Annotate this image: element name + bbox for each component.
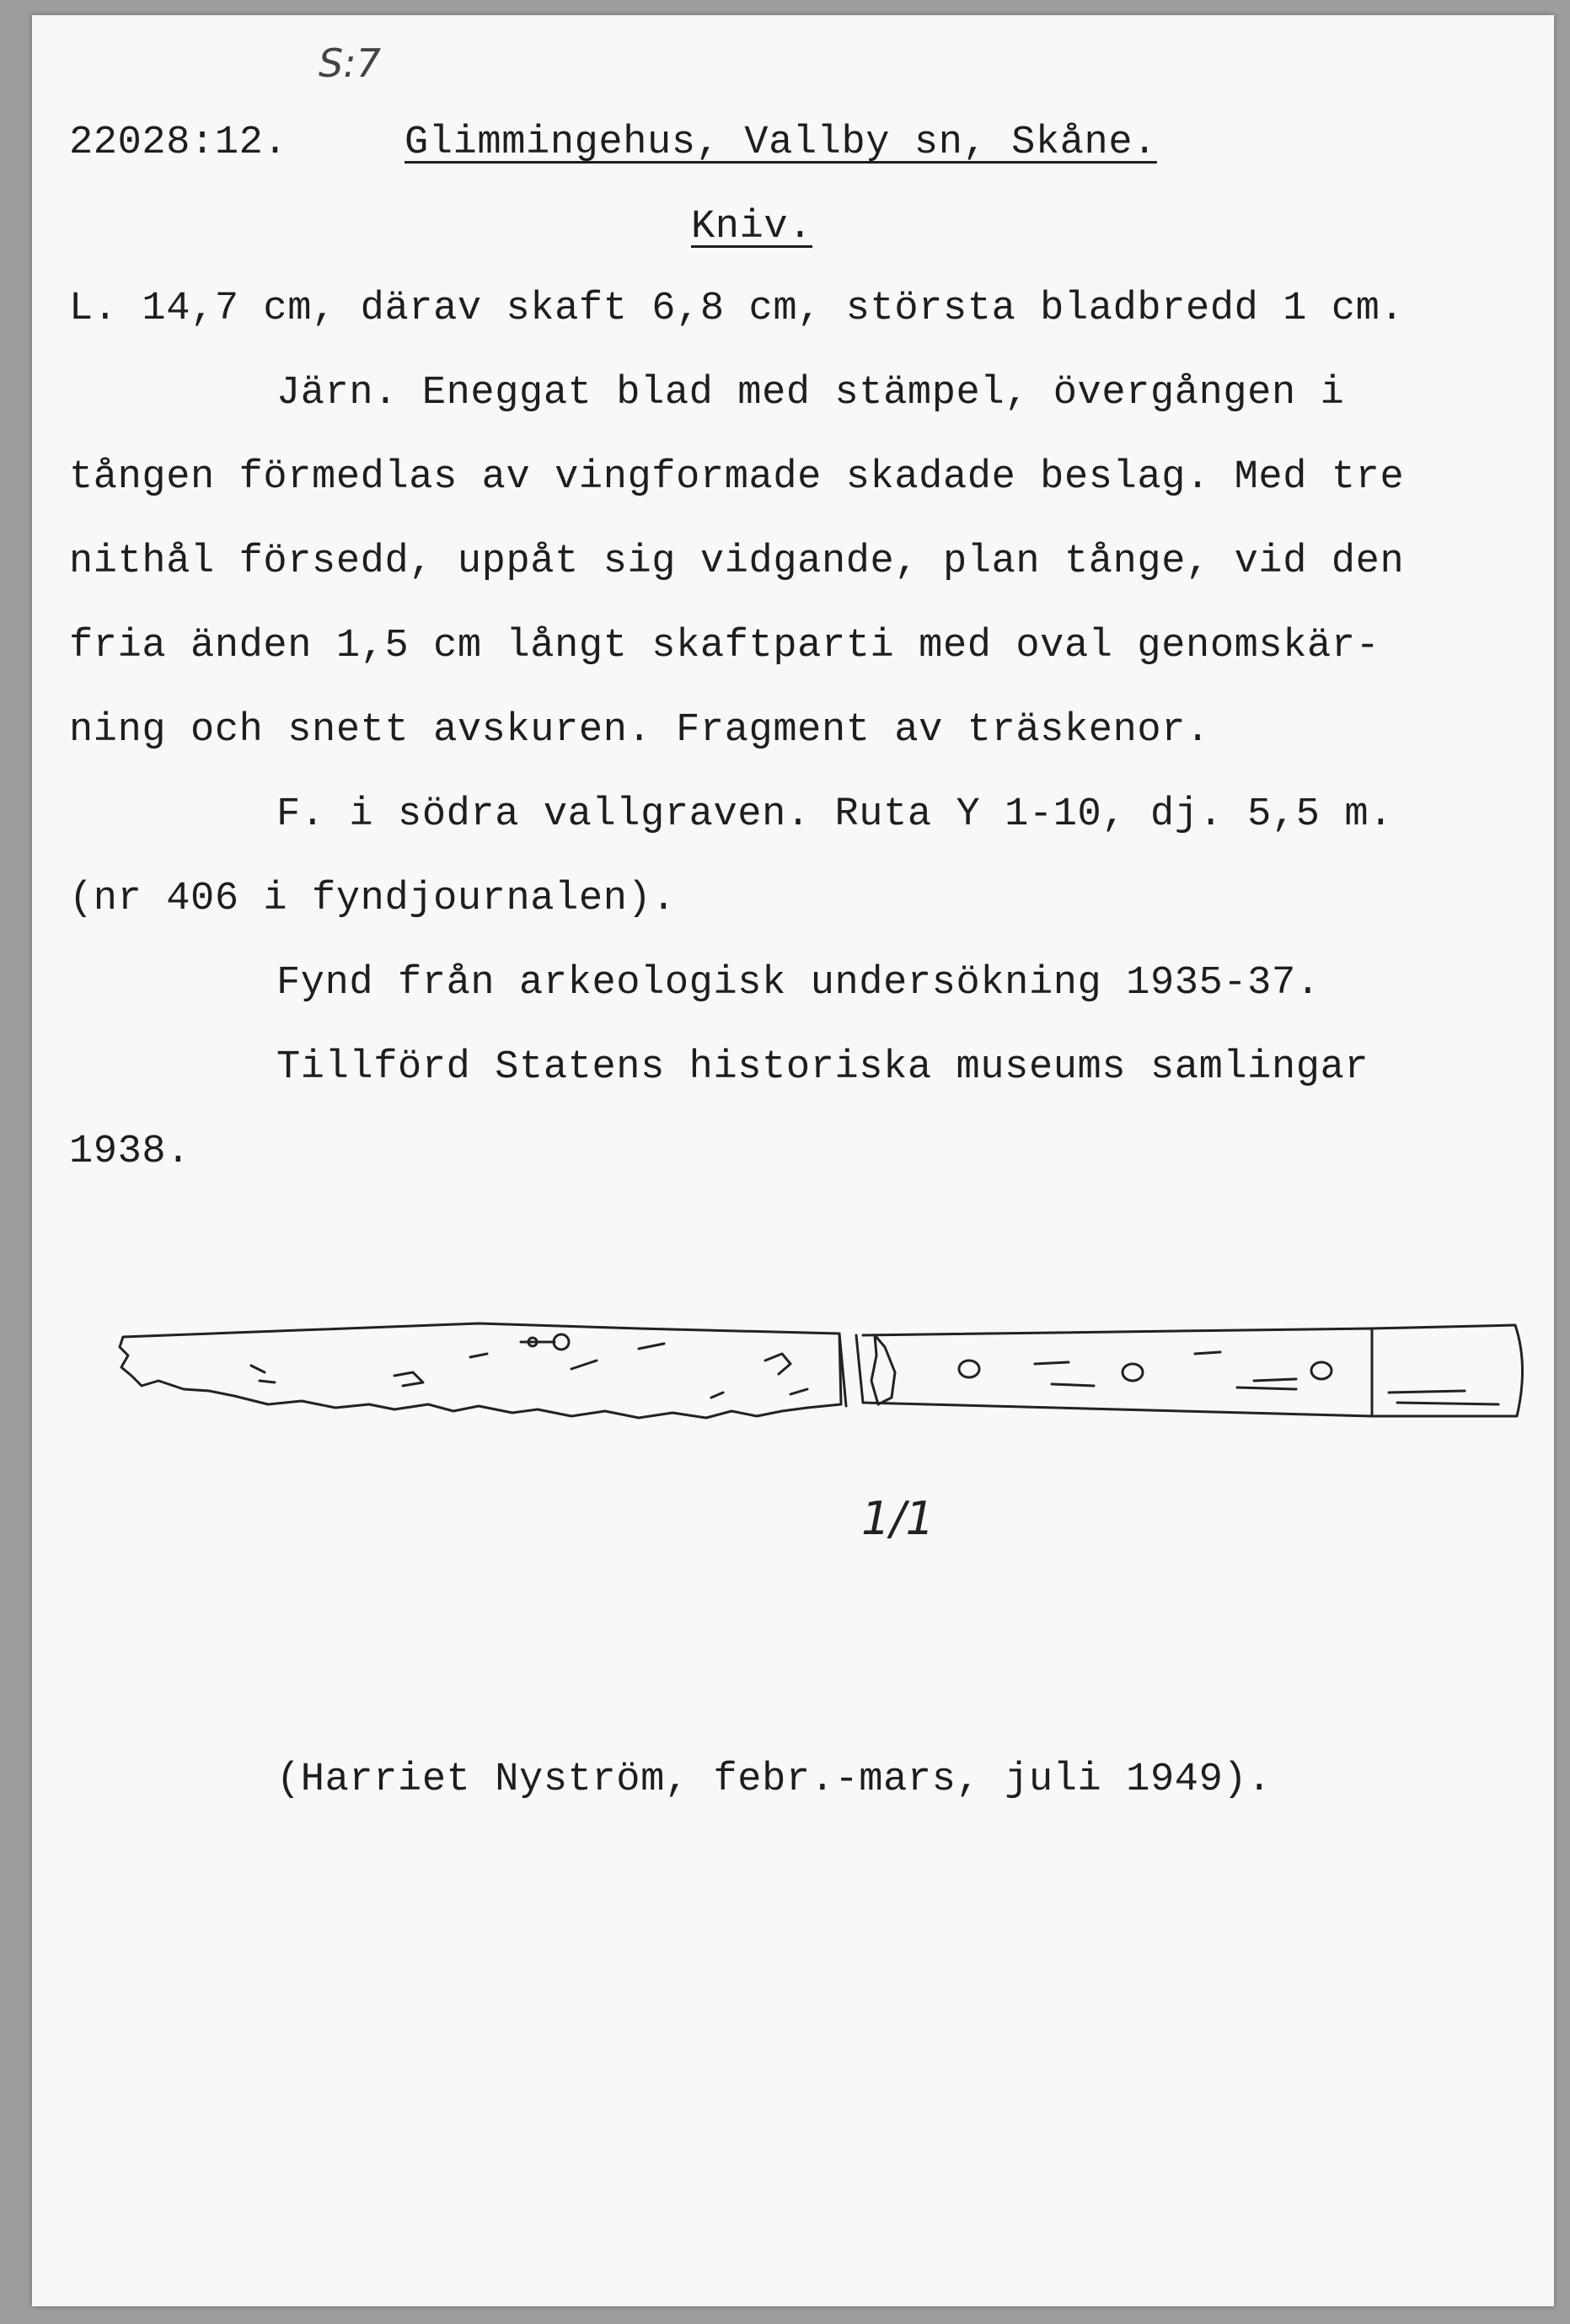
description-line: ning och snett avskuren. Fragment av träskenor. — [69, 708, 1210, 753]
catalog-card — [32, 15, 1554, 2306]
locality: Glimmingehus, Vallby sn, Skåne. — [405, 121, 1157, 165]
find-location: F. i södra vallgraven. Ruta Y 1-10, dj. 5,5 m. — [276, 792, 1394, 837]
measurements: L. 14,7 cm, därav skaft 6,8 cm, största bladbredd 1 cm. — [69, 287, 1405, 331]
accession-note: Tillförd Statens historiska museums samlingar — [276, 1045, 1369, 1090]
description-line: nithål försedd, uppåt sig vidgande, plan tånge, vid den — [69, 539, 1405, 584]
description-line: Järn. Eneggat blad med stämpel, övergången i — [276, 371, 1345, 416]
find-journal: (nr 406 i fyndjournalen). — [69, 877, 677, 921]
excavation-note: Fynd från arkeologisk undersökning 1935-37. — [276, 961, 1321, 1006]
description-line: tången förmedlas av vingformade skadade beslag. Med tre — [69, 455, 1405, 500]
object-name: Kniv. — [691, 205, 813, 250]
drawing-scale: 1/1 — [861, 1492, 935, 1545]
accession-year: 1938. — [69, 1130, 191, 1174]
author-note: (Harriet Nyström, febr.-mars, juli 1949). — [276, 1758, 1272, 1802]
knife-drawing — [116, 1305, 1549, 1457]
catalog-number: 22028:12. — [69, 121, 288, 165]
description-line: fria änden 1,5 cm långt skaftparti med oval genomskär- — [69, 624, 1380, 668]
handwritten-code: S:7 — [319, 40, 381, 86]
